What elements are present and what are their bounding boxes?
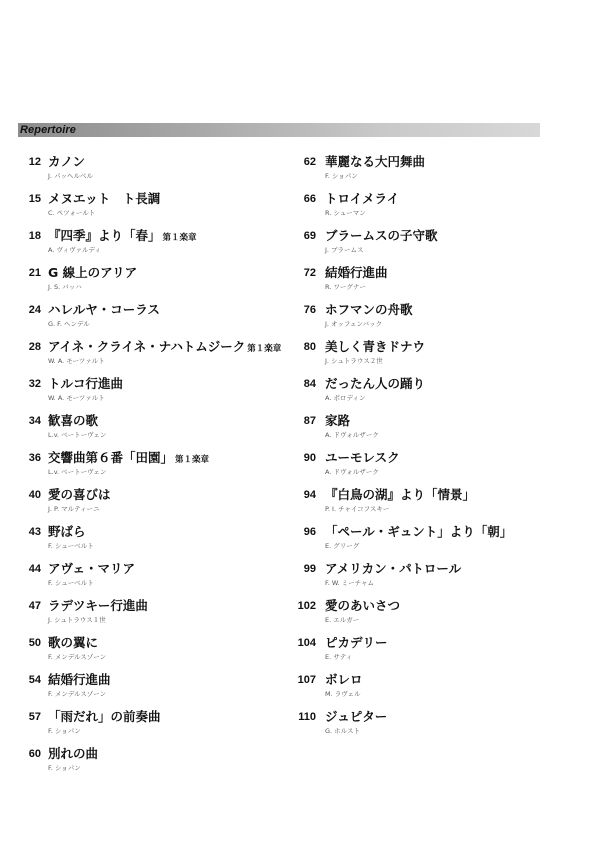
composer-name: J. ブラームス (325, 246, 364, 254)
list-item (292, 228, 562, 265)
song-title: トロイメライ (325, 191, 400, 206)
song-title: 「ペール・ギュント」より「朝」 (325, 524, 513, 539)
list-item (292, 487, 562, 524)
song-title: アメリカン・パトロール (325, 561, 462, 576)
composer-name: R. ワーグナー (325, 283, 366, 291)
song-title: メヌエット ト長調 (48, 191, 161, 206)
list-item (18, 598, 280, 635)
song-title: カノン (48, 154, 86, 169)
repertoire-header-bar (18, 123, 540, 137)
composer-name: J. シュトラウス２世 (325, 357, 383, 365)
page-number: 50 (28, 637, 41, 649)
composer-name: W. A. モーツァルト (48, 357, 105, 365)
list-item (18, 709, 280, 746)
composer-name: F. ショパン (48, 764, 81, 772)
song-title: トルコ行進曲 (48, 376, 124, 391)
page-number: 57 (28, 711, 41, 723)
page-number: 62 (303, 156, 316, 168)
list-item (18, 487, 280, 524)
movement-note: 第１楽章 (162, 233, 197, 243)
page-number: 87 (303, 415, 316, 427)
composer-name: W. A. モーツァルト (48, 394, 105, 402)
composer-name: C. ペツォールト (48, 209, 96, 217)
song-title: ピカデリー (325, 635, 388, 650)
song-title: 別れの曲 (48, 746, 99, 761)
composer-name: E. エルガー (325, 616, 360, 624)
movement-note: 第１楽章 (175, 455, 210, 465)
page-number: 54 (28, 674, 41, 686)
composer-name: L.v. ベートーヴェン (48, 431, 107, 439)
page-number: 80 (303, 341, 316, 353)
list-item (292, 598, 562, 635)
song-title: ラデツキー行進曲 (48, 598, 148, 613)
list-item (292, 191, 562, 228)
composer-name: A. ドヴォルザーク (325, 468, 379, 476)
page-number: 69 (303, 230, 316, 242)
page-number: 15 (28, 193, 41, 205)
repertoire-list-right (292, 154, 562, 746)
page-number: 43 (28, 526, 41, 538)
list-item (18, 635, 280, 672)
song-title: ハレルヤ・コーラス (48, 302, 160, 317)
song-title: 「雨だれ」の前奏曲 (48, 709, 161, 724)
page-number: 76 (303, 304, 316, 316)
composer-name: J. パッヘルベル (48, 172, 94, 180)
list-item (292, 302, 562, 339)
song-title: 家路 (325, 413, 351, 428)
song-title: 結婚行進曲 (48, 672, 111, 687)
page-number: 84 (303, 378, 316, 390)
composer-name: A. ヴィヴァルディ (48, 246, 101, 254)
list-item (292, 450, 562, 487)
page-number: 60 (28, 748, 41, 760)
song-title: ブラームスの子守歌 (325, 228, 438, 243)
song-title: G 線上のアリア (48, 265, 138, 280)
composer-name: F. シューベルト (48, 579, 94, 587)
page-number: 104 (297, 637, 316, 649)
song-title: ホフマンの舟歌 (325, 302, 413, 317)
composer-name: F. メンデルスゾーン (48, 690, 107, 698)
page-number: 32 (28, 378, 41, 390)
page-number: 21 (28, 267, 41, 279)
composer-name: J. P. マルティーニ (48, 505, 100, 513)
list-item (292, 635, 562, 672)
list-item (18, 413, 280, 450)
page-number: 40 (28, 489, 41, 501)
composer-name: G. ホルスト (325, 727, 360, 735)
composer-name: L.v. ベートーヴェン (48, 468, 107, 476)
song-title: 結婚行進曲 (325, 265, 388, 280)
composer-name: F. シューベルト (48, 542, 94, 550)
list-item (18, 746, 280, 783)
page-number: 90 (303, 452, 316, 464)
composer-name: J. オッフェンバック (325, 320, 383, 328)
song-title: 華麗なる大円舞曲 (325, 154, 426, 169)
list-item (18, 524, 280, 561)
movement-note: 第１楽章 (247, 344, 282, 354)
song-title: ユーモレスク (325, 450, 400, 465)
composer-name: M. ラヴェル (325, 690, 361, 698)
page-number: 107 (297, 674, 316, 686)
page-number: 102 (297, 600, 316, 612)
composer-name: A. ドヴォルザーク (325, 431, 379, 439)
list-item (292, 672, 562, 709)
song-title: 美しく青きドナウ (325, 339, 426, 354)
composer-name: F. ショパン (325, 172, 358, 180)
page-number: 66 (303, 193, 316, 205)
song-title: ボレロ (325, 672, 363, 687)
page-number: 18 (28, 230, 41, 242)
page-number: 94 (303, 489, 316, 501)
list-item (18, 154, 280, 191)
list-item (292, 524, 562, 561)
page-number: 12 (28, 156, 41, 168)
song-title: 歌の翼に (48, 635, 99, 650)
list-item (292, 154, 562, 191)
list-item (18, 302, 280, 339)
list-item (292, 709, 562, 746)
song-title: 交響曲第６番「田園」 第１楽章 (48, 450, 210, 465)
composer-name: P. I. チャイコフスキー (325, 505, 390, 513)
repertoire-title: Repertoire (20, 124, 77, 136)
page-number: 24 (28, 304, 41, 316)
list-item (18, 228, 280, 265)
repertoire-list-left (18, 154, 280, 783)
list-item (18, 191, 280, 228)
list-item (292, 376, 562, 413)
page-number: 44 (28, 563, 41, 575)
song-title: 『白鳥の湖』より「情景」 (325, 487, 476, 502)
list-item (18, 672, 280, 709)
page-number: 99 (303, 563, 316, 575)
composer-name: J. S. バッハ (48, 283, 82, 291)
list-item (18, 376, 280, 413)
song-title: 歓喜の歌 (48, 413, 99, 428)
page-number: 36 (28, 452, 41, 464)
song-title: だったん人の踊り (325, 376, 426, 391)
song-title: アヴェ・マリア (48, 561, 136, 576)
composer-name: A. ボロディン (325, 394, 366, 402)
list-item (292, 339, 562, 376)
list-item (18, 339, 280, 376)
song-title: 愛の喜びは (48, 487, 111, 502)
composer-name: R. シューマン (325, 209, 366, 217)
composer-name: E. サティ (325, 653, 353, 661)
composer-name: J. シュトラウス１世 (48, 616, 106, 624)
list-item (18, 561, 280, 598)
list-item (292, 413, 562, 450)
composer-name: E. グリーグ (325, 542, 360, 550)
song-title: 野ばら (48, 524, 86, 539)
composer-name: G. F. ヘンデル (48, 320, 90, 328)
page-number: 110 (298, 711, 316, 723)
page-number: 34 (28, 415, 41, 427)
page-number: 47 (28, 600, 41, 612)
page-number: 72 (303, 267, 316, 279)
list-item (292, 561, 562, 598)
composer-name: F. メンデルスゾーン (48, 653, 107, 661)
list-item (18, 450, 280, 487)
song-title: ジュピター (325, 709, 388, 724)
page-number: 96 (303, 526, 316, 538)
page-number: 28 (28, 341, 41, 353)
list-item (18, 265, 280, 302)
composer-name: F. W. ミーチャム (325, 579, 374, 587)
song-title: 愛のあいさつ (325, 598, 401, 613)
song-title: 『四季』より「春」 第１楽章 (48, 228, 197, 243)
composer-name: F. ショパン (48, 727, 81, 735)
song-title: アイネ・クライネ・ナハトムジーク 第１楽章 (48, 339, 282, 354)
list-item (292, 265, 562, 302)
